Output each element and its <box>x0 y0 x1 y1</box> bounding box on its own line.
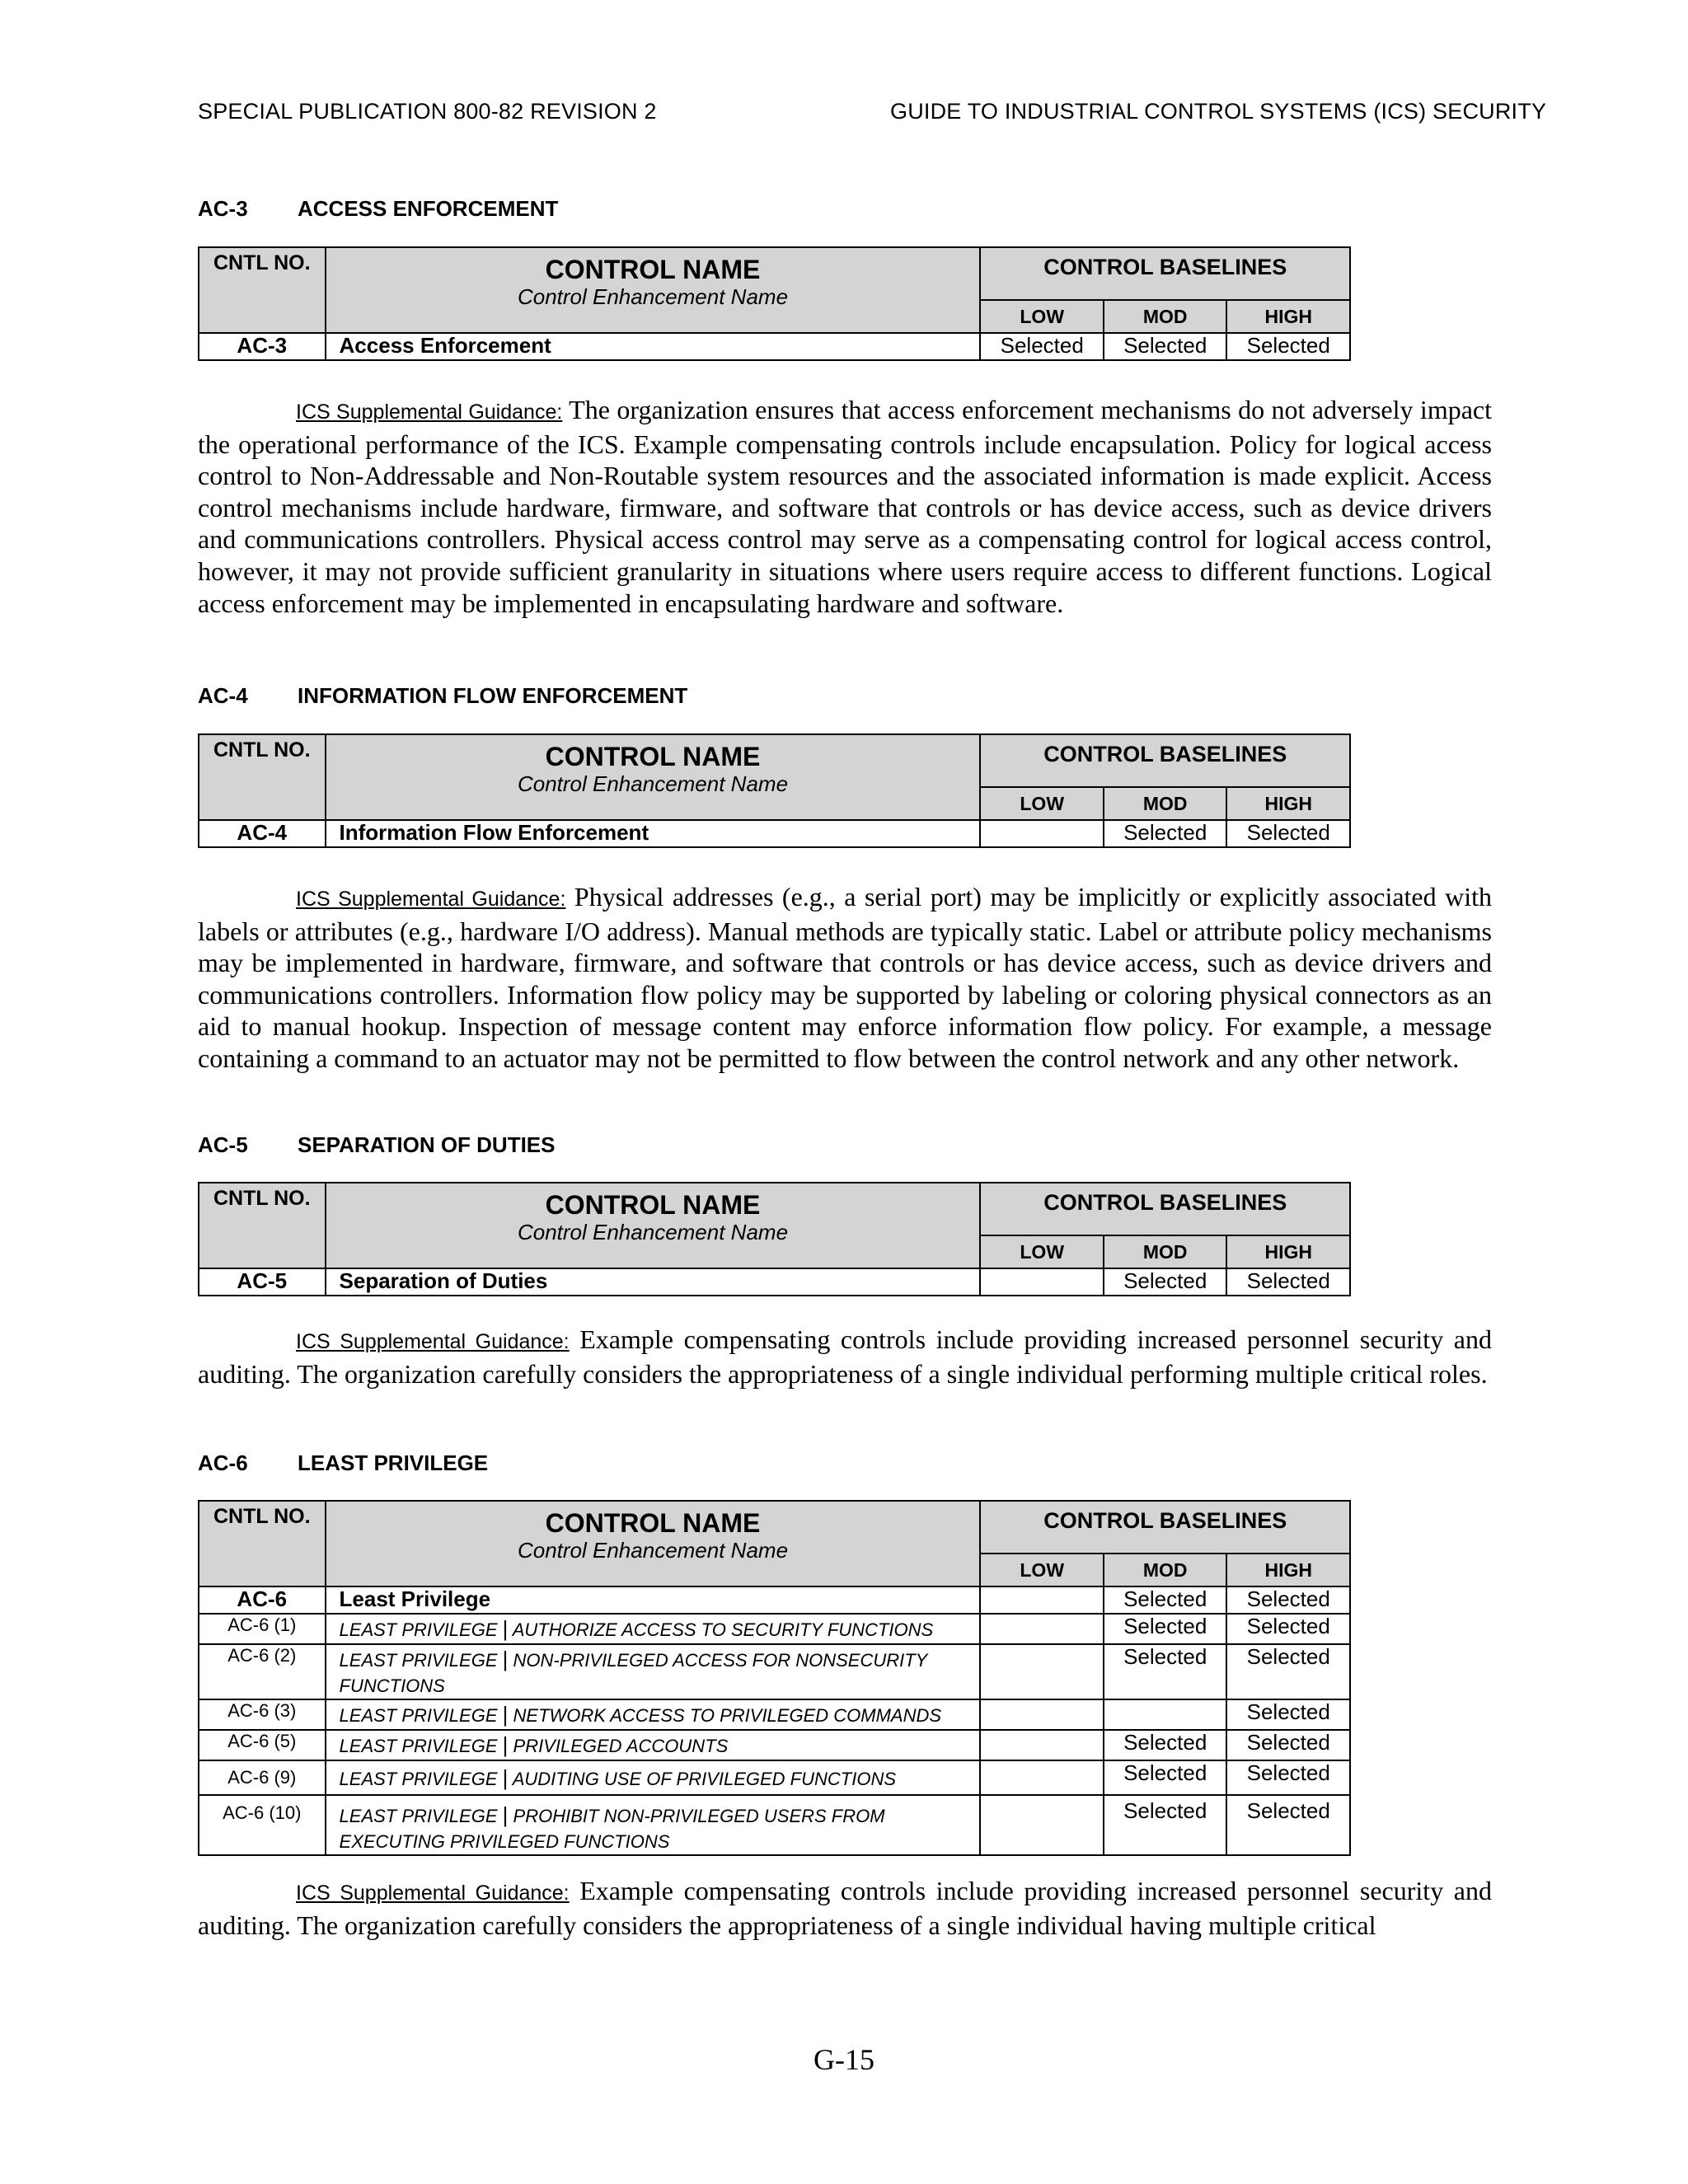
control-name-label: CONTROL NAME <box>545 742 761 771</box>
enh-mod: Selected <box>1104 1760 1226 1795</box>
enh-title: AUTHORIZE ACCESS TO SECURITY FUNCTIONS <box>512 1619 934 1640</box>
enh-low <box>980 1644 1103 1699</box>
header-left-1: SPECIAL <box>198 99 299 124</box>
table-row <box>199 1268 1350 1296</box>
row-name: Least Privilege <box>326 1586 981 1614</box>
section-heading-ac4 <box>198 683 687 709</box>
col-header-mod: MOD <box>1104 1554 1226 1586</box>
header-right-5: (ICS) <box>1373 99 1433 124</box>
enh-base: LEAST PRIVILEGE <box>339 1704 498 1726</box>
section-title: SEPARATION OF DUTIES <box>298 1132 556 1157</box>
header-right-3: CONTROL <box>1144 99 1260 124</box>
enh-low <box>980 1614 1103 1644</box>
enh-high: Selected <box>1226 1699 1350 1730</box>
enh-name <box>326 1644 981 1699</box>
row-name: Access Enforcement <box>326 333 981 360</box>
enh-base: LEAST PRIVILEGE <box>339 1735 498 1756</box>
enh-low <box>980 1795 1103 1855</box>
header-right-2: INDUSTRIAL <box>1004 99 1145 124</box>
table-row <box>199 333 1350 360</box>
enhancement-name-label: Control Enhancement Name <box>517 1219 789 1244</box>
enh-high: Selected <box>1226 1644 1350 1699</box>
row-high: Selected <box>1226 1268 1350 1296</box>
section-id: AC-3 <box>198 196 248 221</box>
header-left-3: 800-82 <box>447 99 531 124</box>
section-title: INFORMATION FLOW ENFORCEMENT <box>298 683 688 708</box>
enh-base: LEAST PRIVILEGE <box>339 1768 498 1789</box>
enh-name <box>326 1730 981 1760</box>
enhancement-row <box>199 1730 1350 1760</box>
pipe-separator: | <box>502 1802 509 1828</box>
enh-name <box>326 1614 981 1644</box>
enh-low <box>980 1730 1103 1760</box>
section-id: AC-5 <box>198 1132 248 1157</box>
section-title: ACCESS ENFORCEMENT <box>298 196 559 221</box>
control-table-ac3 <box>198 246 1351 361</box>
row-high: Selected <box>1226 333 1350 360</box>
row-mod: Selected <box>1104 333 1226 360</box>
enh-low <box>980 1760 1103 1795</box>
header-right-4: SYSTEMS <box>1259 99 1374 124</box>
control-table-ac4 <box>198 733 1351 848</box>
enhancement-name-label: Control Enhancement Name <box>517 284 789 309</box>
col-header-baselines: CONTROL BASELINES <box>980 1501 1350 1554</box>
col-header-control-name <box>326 247 981 333</box>
guidance-label: ICS Supplemental Guidance: <box>296 888 566 911</box>
col-header-low: LOW <box>980 300 1103 333</box>
section-id: AC-4 <box>198 683 248 708</box>
header-left-2: PUBLICATION <box>298 99 448 124</box>
guidance-label: ICS Supplemental Guidance: <box>296 1882 570 1905</box>
enhancement-name-label: Control Enhancement Name <box>517 1537 789 1563</box>
col-header-high: HIGH <box>1226 787 1350 820</box>
guidance-label: ICS Supplemental Guidance: <box>296 1330 570 1353</box>
pipe-separator: | <box>502 1701 509 1727</box>
enh-name <box>326 1760 981 1795</box>
enh-base: LEAST PRIVILEGE <box>339 1806 498 1827</box>
enh-title: PRIVILEGED ACCOUNTS <box>513 1735 729 1756</box>
col-header-baselines: CONTROL BASELINES <box>980 247 1350 300</box>
enh-mod: Selected <box>1104 1614 1226 1644</box>
guidance-ac6 <box>198 1875 1492 1941</box>
row-mod: Selected <box>1104 1268 1226 1296</box>
control-table-ac5 <box>198 1182 1351 1296</box>
row-id: AC-3 <box>199 333 326 360</box>
enh-title: NETWORK ACCESS TO PRIVILEGED COMMANDS <box>513 1704 942 1726</box>
table-row <box>199 820 1350 847</box>
header-left-5: 2 <box>637 99 657 124</box>
col-header-control-name <box>326 1501 981 1586</box>
col-header-cntl-no: CNTL NO. <box>199 734 326 820</box>
enh-id: AC-6 (2) <box>199 1644 326 1699</box>
col-header-cntl-no: CNTL NO. <box>199 1183 326 1268</box>
guidance-text: Physical addresses (e.g., a serial port) may be implicitly or explicitly associated with labels or attributes (e.g., hardware I/O address). Manual methods are typically static. Label or attribute policy mechanisms may be implemented in hardware, firmware, and software that controls or has device access, such as device drivers and communications controllers. Information flow policy may be supported by labeling or coloring physical connectors as an aid to manual hookup. Inspection of message content may enforce information flow policy. For example, a message containing a command to an actuator may not be permitted to flow between the control network and any other network. <box>198 882 1493 1073</box>
row-id: AC-5 <box>199 1268 326 1296</box>
enh-mod: Selected <box>1104 1644 1226 1699</box>
page-number: G-15 <box>814 2043 874 2076</box>
header-right-1: GUIDE TO <box>890 99 1005 124</box>
pipe-separator: | <box>502 1732 509 1757</box>
pipe-separator: | <box>502 1765 509 1790</box>
col-header-control-name <box>326 734 981 820</box>
col-header-cntl-no: CNTL NO. <box>199 247 326 333</box>
enh-mod <box>1104 1699 1226 1730</box>
col-header-baselines: CONTROL BASELINES <box>980 1183 1350 1235</box>
row-low: Selected <box>980 333 1103 360</box>
guidance-text: The organization ensures that access enforcement mechanisms do not adversely impact the operational performance of the ICS. Example compensating controls include encapsulation. Policy for logical access control to Non-Addressable and Non-Routable system resources and the associated information is made explicit. Access control mechanisms include hardware, firmware, and software that controls or has device access, such as device drivers and communications controllers. Physical access control may serve as a compensating control for logical access control, however, it may not provide sufficient granularity in situations where users require access to different functions. Logical access enforcement may be implemented in encapsulating hardware and software. <box>198 395 1493 618</box>
section-title: LEAST PRIVILEGE <box>298 1451 489 1475</box>
control-name-label: CONTROL NAME <box>545 1508 761 1538</box>
enh-title: NON-PRIVILEGED ACCESS FOR NONSECURITY FUNCTIONS <box>339 1650 927 1697</box>
guidance-ac5 <box>198 1324 1492 1390</box>
section-id: AC-6 <box>198 1451 248 1475</box>
col-header-low: LOW <box>980 1235 1103 1268</box>
col-header-baselines: CONTROL BASELINES <box>980 734 1350 787</box>
enhancement-row <box>199 1644 1350 1699</box>
section-heading-ac3 <box>198 196 558 222</box>
col-header-mod: MOD <box>1104 1235 1226 1268</box>
section-heading-ac6 <box>198 1451 488 1476</box>
header-left-4: REVISION <box>530 99 638 124</box>
row-low <box>980 1268 1103 1296</box>
enh-name <box>326 1699 981 1730</box>
pipe-separator: | <box>502 1616 509 1641</box>
control-name-label: CONTROL NAME <box>545 255 761 284</box>
pipe-separator: | <box>502 1647 509 1672</box>
guidance-text: Example compensating controls include providing increased personnel security and auditing. The organization carefully considers the appropriateness of a single individual having multiple critical <box>198 1876 1493 1940</box>
col-header-high: HIGH <box>1226 300 1350 333</box>
guidance-ac4 <box>198 881 1492 1075</box>
row-low <box>980 1586 1103 1614</box>
running-header-left <box>198 99 657 124</box>
enhancement-row <box>199 1699 1350 1730</box>
enh-id: AC-6 (9) <box>199 1760 326 1795</box>
row-low <box>980 820 1103 847</box>
guidance-text: Example compensating controls include providing increased personnel security and auditing. The organization carefully considers the appropriateness of a single individual performing multiple critical roles. <box>198 1324 1493 1389</box>
enh-mod: Selected <box>1104 1795 1226 1855</box>
col-header-low: LOW <box>980 787 1103 820</box>
col-header-high: HIGH <box>1226 1554 1350 1586</box>
row-name: Information Flow Enforcement <box>326 820 981 847</box>
row-high: Selected <box>1226 1586 1350 1614</box>
enh-title: PROHIBIT NON-PRIVILEGED USERS FROM EXECUTING PRIVILEGED FUNCTIONS <box>339 1806 885 1853</box>
table-row <box>199 1586 1350 1614</box>
enh-id: AC-6 (10) <box>199 1795 326 1855</box>
enhancement-row <box>199 1795 1350 1855</box>
header-right-6: SECURITY <box>1432 99 1547 124</box>
running-header-right <box>890 99 1546 124</box>
col-header-mod: MOD <box>1104 787 1226 820</box>
control-name-label: CONTROL NAME <box>545 1190 761 1220</box>
enh-id: AC-6 (5) <box>199 1730 326 1760</box>
col-header-cntl-no: CNTL NO. <box>199 1501 326 1586</box>
enh-name <box>326 1795 981 1855</box>
enh-id: AC-6 (3) <box>199 1699 326 1730</box>
col-header-low: LOW <box>980 1554 1103 1586</box>
row-mod: Selected <box>1104 820 1226 847</box>
col-header-control-name <box>326 1183 981 1268</box>
enh-high: Selected <box>1226 1614 1350 1644</box>
section-heading-ac5 <box>198 1132 556 1158</box>
col-header-mod: MOD <box>1104 300 1226 333</box>
enh-title: AUDITING USE OF PRIVILEGED FUNCTIONS <box>512 1768 897 1789</box>
guidance-label: ICS Supplemental Guidance: <box>296 401 563 424</box>
enhancement-name-label: Control Enhancement Name <box>517 771 789 796</box>
enh-low <box>980 1699 1103 1730</box>
enh-high: Selected <box>1226 1760 1350 1795</box>
enh-id: AC-6 (1) <box>199 1614 326 1644</box>
enh-mod: Selected <box>1104 1730 1226 1760</box>
enhancement-row <box>199 1760 1350 1795</box>
enh-high: Selected <box>1226 1730 1350 1760</box>
enhancement-row <box>199 1614 1350 1644</box>
row-high: Selected <box>1226 820 1350 847</box>
row-id: AC-4 <box>199 820 326 847</box>
col-header-high: HIGH <box>1226 1235 1350 1268</box>
guidance-ac3 <box>198 394 1492 619</box>
row-name: Separation of Duties <box>326 1268 981 1296</box>
row-mod: Selected <box>1104 1586 1226 1614</box>
row-id: AC-6 <box>199 1586 326 1614</box>
enh-base: LEAST PRIVILEGE <box>339 1619 498 1640</box>
enh-high: Selected <box>1226 1795 1350 1855</box>
enh-base: LEAST PRIVILEGE <box>339 1650 498 1671</box>
control-table-ac6 <box>198 1500 1351 1856</box>
